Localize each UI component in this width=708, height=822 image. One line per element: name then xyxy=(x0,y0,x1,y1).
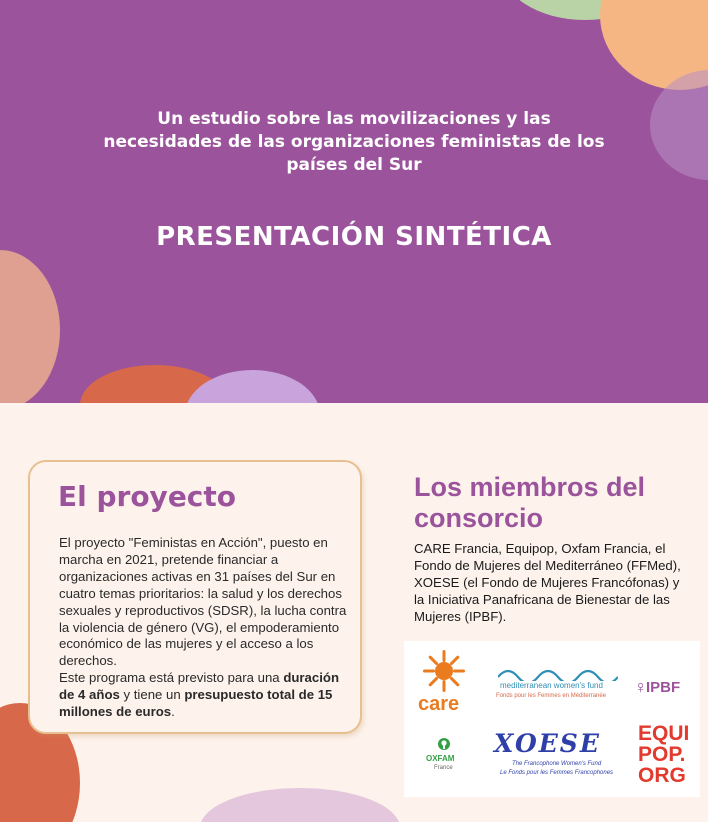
oxfam-subtitle: France xyxy=(434,765,453,771)
xoese-subtitle-en: The Francophone Women's Fund xyxy=(512,761,602,767)
project-description xyxy=(59,535,349,721)
partner-logos-panel xyxy=(404,641,700,797)
waves-icon xyxy=(498,665,618,681)
ffmed-name: mediterranean women's fund xyxy=(500,681,603,690)
xoese-wordmark: XOESE xyxy=(494,729,601,758)
equipop-logo xyxy=(638,723,696,793)
project-budget: presupuesto total de 15 millones de euros xyxy=(59,687,333,720)
ffmed-subtitle: Fonds pour les Femmes en Méditerranée xyxy=(496,693,607,699)
project-para2-e: . xyxy=(171,704,175,720)
oxfam-logo xyxy=(424,737,464,787)
equipop-line2: POP. xyxy=(638,743,686,766)
content-section xyxy=(0,403,708,822)
equipop-line3: ORG xyxy=(638,764,686,787)
members-description: CARE Francia, Equipop, Oxfam Francia, el Fondo de Mujeres del Mediterráneo (FFMed), XOESE (el Fondo de Mujeres Francófonas) y la Iniciativa Panafricana de Bienestar de las Mujeres (IPBF). xyxy=(414,541,681,624)
project-heading: El proyecto xyxy=(58,480,237,513)
ipbf-logo xyxy=(634,679,694,709)
ffmed-logo xyxy=(492,665,624,705)
oxfam-wordmark: OXFAM xyxy=(426,754,455,763)
members-heading: Los miembros del consorcio xyxy=(414,472,646,533)
xoese-subtitle-fr: Le Fonds pour les Femmes Francophones xyxy=(500,770,614,776)
care-wordmark: care xyxy=(418,693,460,715)
oxfam-symbol-icon xyxy=(437,737,451,751)
decor-blob-peach-left xyxy=(0,250,60,403)
venus-icon: ♀ xyxy=(634,677,648,697)
project-para2-a: Este programa está previsto para una xyxy=(59,670,284,686)
xoese-logo xyxy=(490,729,630,785)
care-sun-icon xyxy=(422,649,466,693)
project-para1: El proyecto "Feministas en Acción", puesto en marcha en 2021, pretende financiar a organizaciones activas en 31 países del Sur en cuatro temas prioritarios: la salud y los derechos sexuales y reproductivos (SDSR), la lucha contra la violencia de género (VG), el empoderamiento económico de las mujeres y el acceso a los derechos. xyxy=(59,535,347,669)
decor-blob-lilac-bottom2 xyxy=(200,788,400,822)
page-title: PRESENTACIÓN SINTÉTICA xyxy=(156,222,552,252)
equipop-line1: EQUI xyxy=(638,722,690,745)
ipbf-wordmark: IPBF xyxy=(646,679,681,696)
care-logo xyxy=(414,649,474,719)
project-card xyxy=(28,460,362,734)
project-duration: duración de 4 años xyxy=(59,670,339,703)
project-para2-c: y tiene un xyxy=(119,687,185,703)
header-banner xyxy=(0,0,708,403)
study-subtitle: Un estudio sobre las movilizaciones y las necesidades de las organizaciones feministas de los países del Sur xyxy=(103,109,605,175)
